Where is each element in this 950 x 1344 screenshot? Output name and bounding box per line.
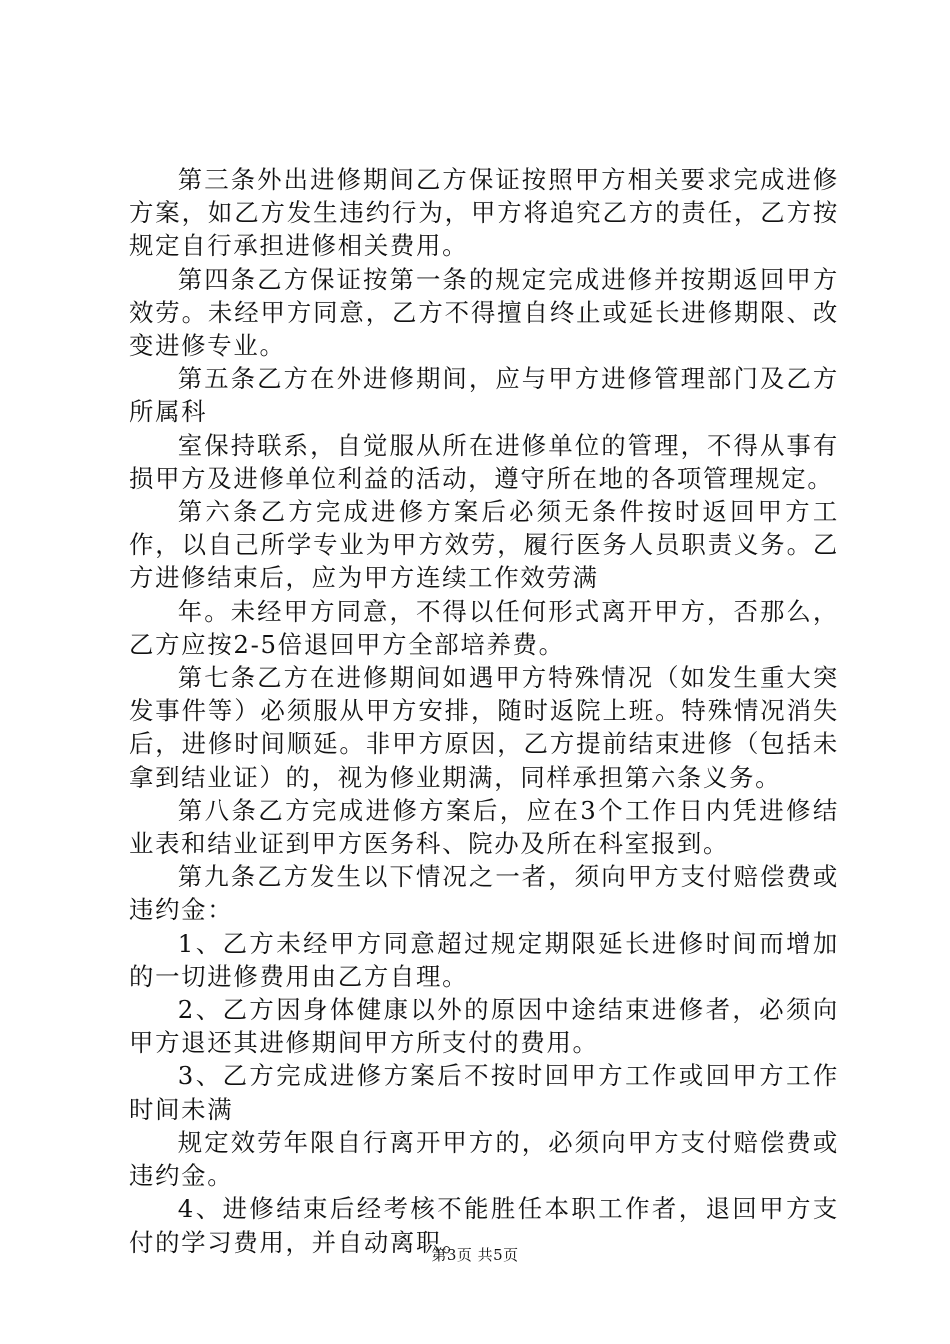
list-item-3-cont: 规定效劳年限自行离开甲方的，必须向甲方支付赔偿费或违约金。: [129, 1127, 839, 1191]
list-item-2: 2、乙方因身体健康以外的原因中途结束进修者，必须向甲方退还其进修期间甲方所支付的费用。: [129, 995, 839, 1058]
document-body: [129, 163, 839, 1259]
list-item-3: 3、乙方完成进修方案后不按时回甲方工作或回甲方工作时间未满: [129, 1061, 839, 1124]
paragraph-article-5: 第五条乙方在外进修期间，应与甲方进修管理部门及乙方所属科: [129, 364, 839, 427]
paragraph-article-4: 第四条乙方保证按第一条的规定完成进修并按期返回甲方效劳。未经甲方同意，乙方不得擅自终止或延长进修期限、改变进修专业。: [129, 264, 839, 361]
paragraph-article-7: 第七条乙方在进修期间如遇甲方特殊情况（如发生重大突发事件等）必须服从甲方安排，随时返院上班。特殊情况消失后，进修时间顺延。非甲方原因，乙方提前结束进修（包括未拿到结业证）的，视为修业期满，同样承担第六条义务。: [129, 663, 839, 792]
paragraph-article-9: 第九条乙方发生以下情况之一者，须向甲方支付赔偿费或违约金：: [129, 862, 839, 925]
paragraph-article-5-cont: 室保持联系，自觉服从所在进修单位的管理，不得从事有损甲方及进修单位利益的活动，遵守所在地的各项管理规定。: [129, 430, 839, 493]
paragraph-article-6-cont: 年。未经甲方同意，不得以任何形式离开甲方，否那么，乙方应按2-5倍退回甲方全部培养费。: [129, 596, 839, 659]
list-item-1: 1、乙方未经甲方同意超过规定期限延长进修时间而增加的一切进修费用由乙方自理。: [129, 928, 839, 991]
page-number-footer: 第3页 共5页: [431, 1246, 519, 1264]
paragraph-article-3: 第三条外出进修期间乙方保证按照甲方相关要求完成进修方案，如乙方发生违约行为，甲方将追究乙方的责任，乙方按规定自行承担进修相关费用。: [129, 165, 839, 261]
paragraph-article-8: 第八条乙方完成进修方案后，应在3个工作日内凭进修结业表和结业证到甲方医务科、院办及所在科室报到。: [129, 795, 839, 859]
list-item-4: 4、进修结束后经考核不能胜任本职工作者，退回甲方支付的学习费用，并自动离职。: [129, 1194, 839, 1257]
paragraph-article-6: 第六条乙方完成进修方案后必须无条件按时返回甲方工作，以自己所学专业为甲方效劳，履行医务人员职责义务。乙方进修结束后，应为甲方连续工作效劳满: [129, 497, 839, 593]
